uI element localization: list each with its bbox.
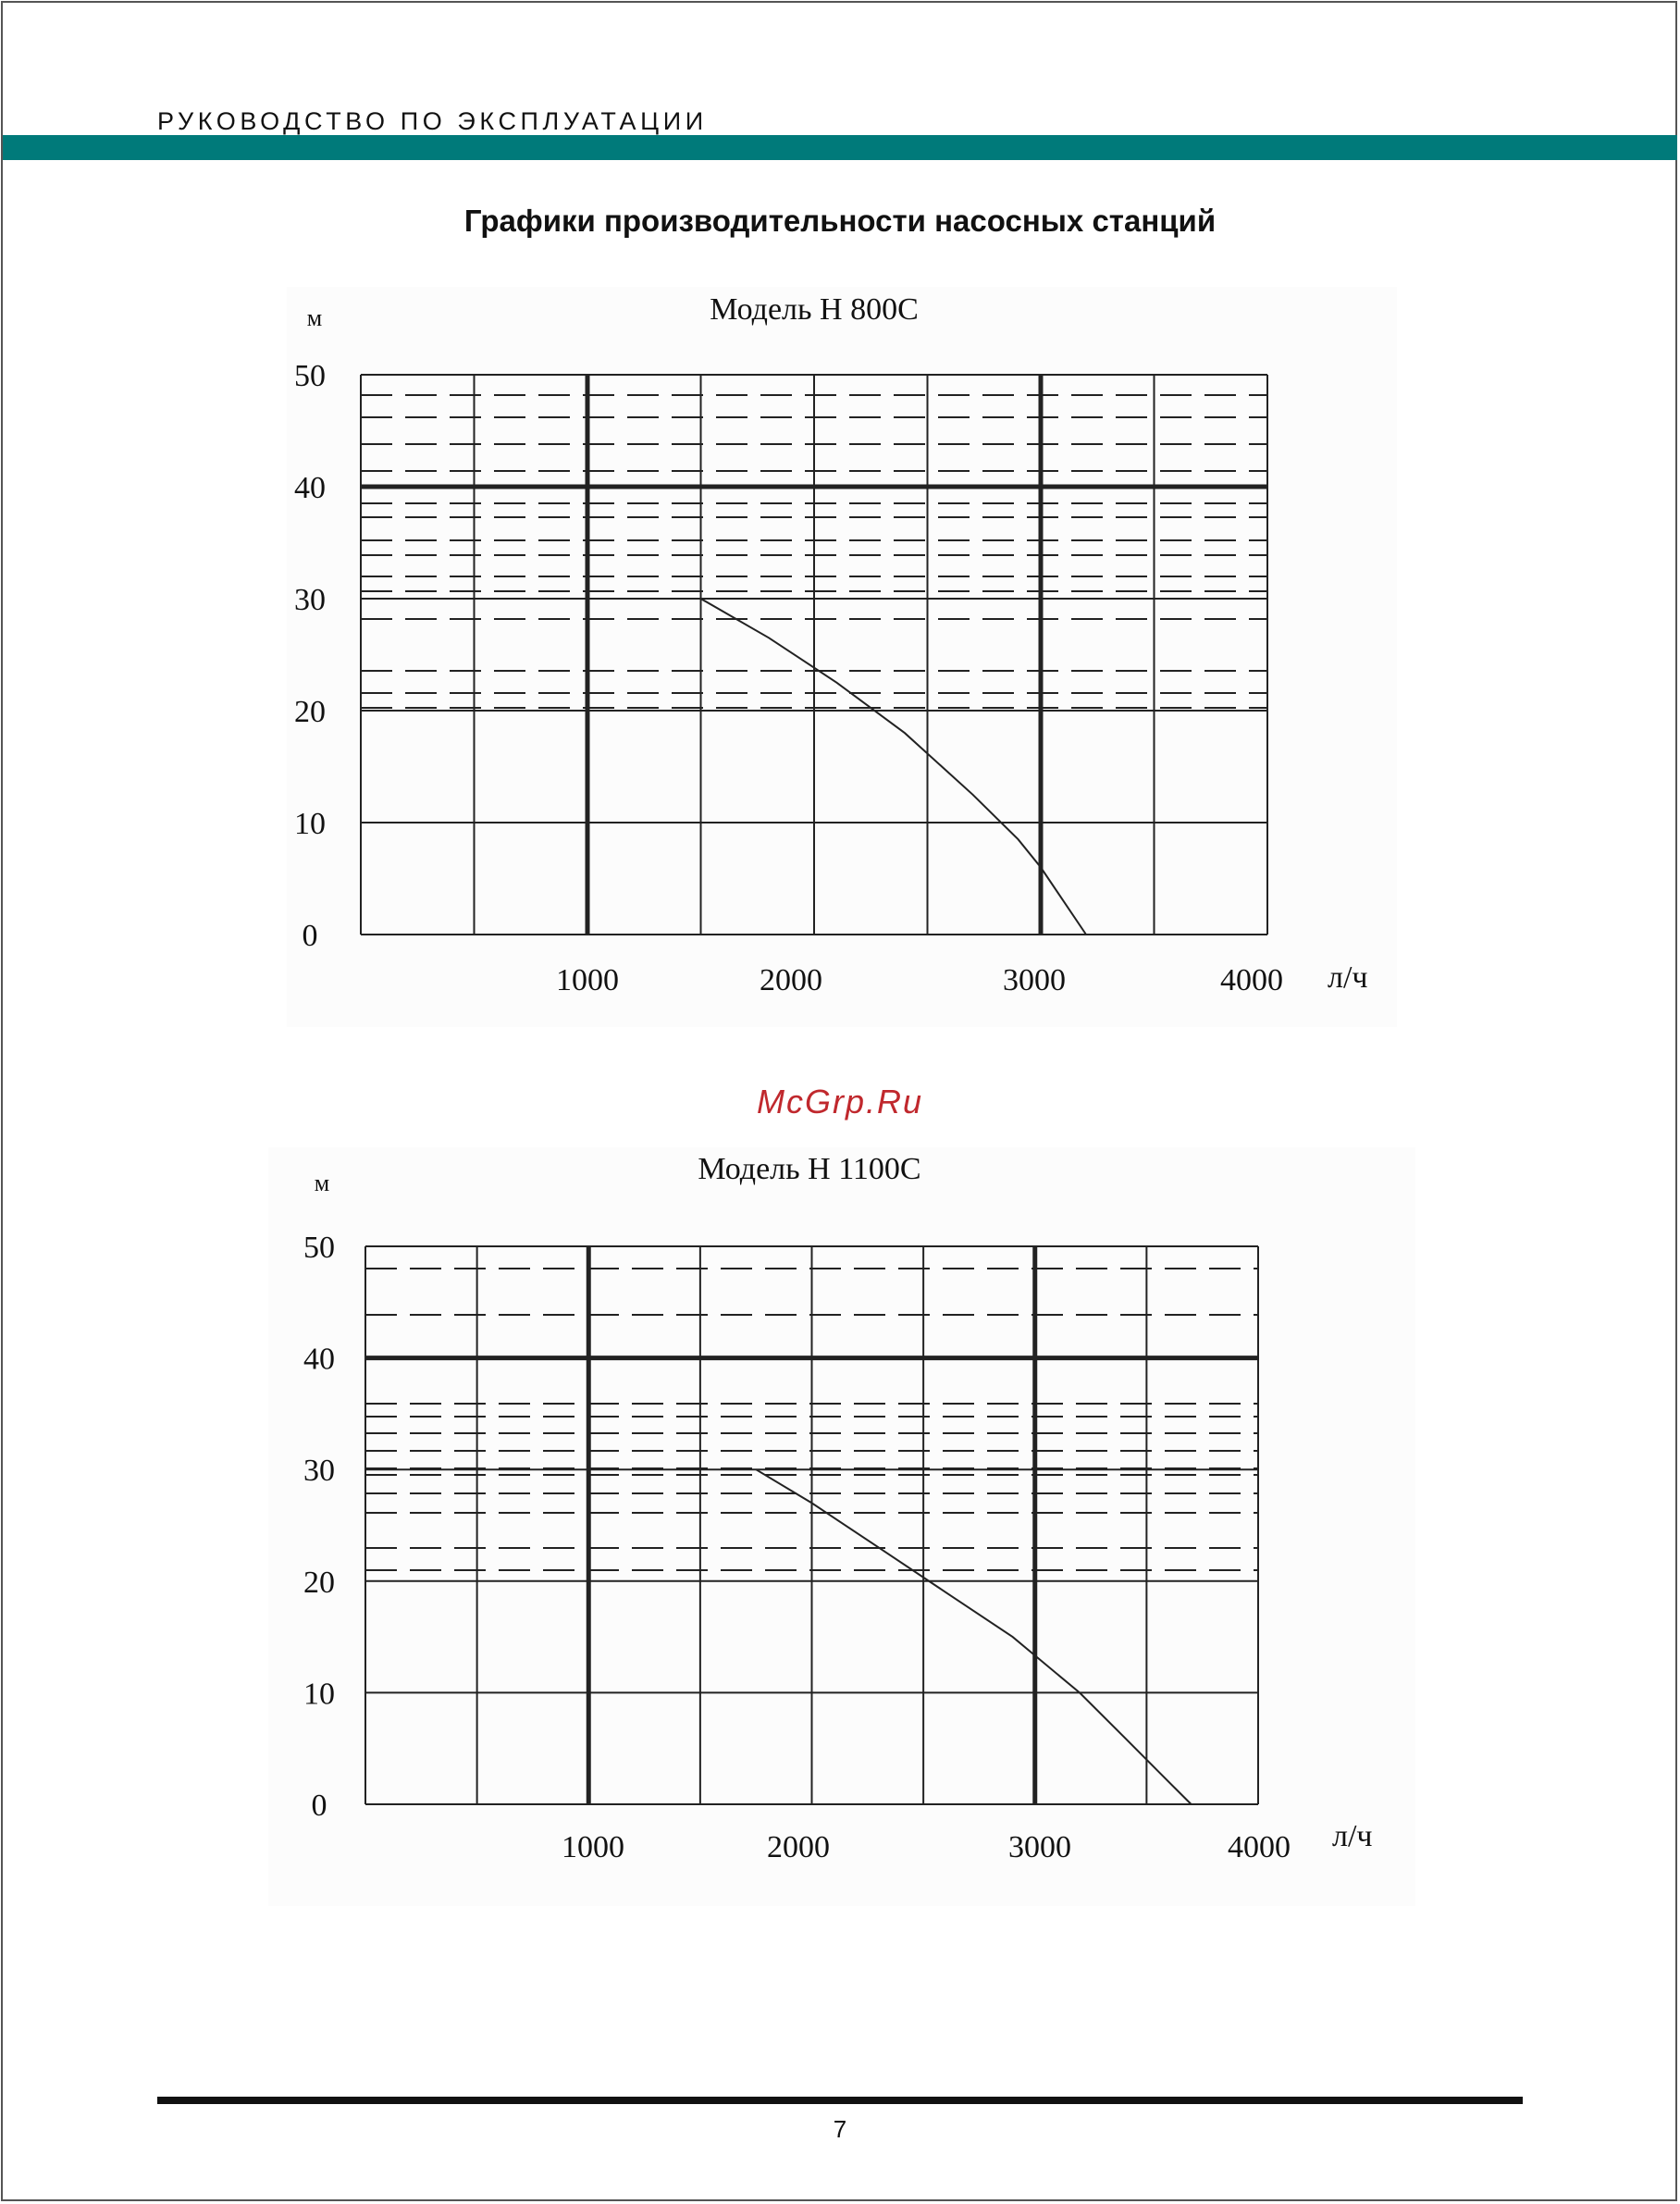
- y-tick-label: 10: [303, 1677, 335, 1712]
- chart-title: Модель Н 1100С: [698, 1152, 921, 1186]
- footer-rule: [157, 2097, 1523, 2104]
- y-tick-label: 10: [294, 807, 326, 841]
- y-tick-label: 20: [294, 695, 326, 729]
- y-axis-label: м: [314, 1170, 330, 1196]
- y-tick-label: 50: [303, 1231, 335, 1265]
- x-tick-label: 2000: [767, 1830, 830, 1864]
- y-tick-label: 40: [303, 1342, 335, 1377]
- x-tick-label: 4000: [1228, 1830, 1291, 1864]
- x-tick-label: 4000: [1220, 963, 1283, 997]
- x-tick-label: 2000: [760, 963, 822, 997]
- y-tick-label: 40: [294, 471, 326, 505]
- running-header: РУКОВОДСТВО ПО ЭКСПЛУАТАЦИИ: [157, 107, 708, 135]
- y-tick-label: 0: [302, 919, 318, 953]
- page-number: 7: [833, 2115, 847, 2143]
- chart-title: Модель Н 800С: [710, 292, 919, 327]
- chart-model-h1100c: [268, 1147, 1415, 1906]
- x-tick-label: 1000: [562, 1830, 624, 1864]
- y-tick-label: 30: [294, 583, 326, 617]
- x-tick-label: 1000: [556, 963, 619, 997]
- header-accent-bar: [3, 135, 1677, 160]
- y-axis-label: м: [306, 304, 323, 331]
- y-tick-label: 50: [294, 359, 326, 393]
- y-tick-label: 0: [311, 1789, 327, 1823]
- y-tick-label: 30: [303, 1454, 335, 1489]
- x-axis-label: л/ч: [1328, 960, 1368, 995]
- x-axis-label: л/ч: [1332, 1819, 1373, 1853]
- page-title: Графики производительности насосных станций: [463, 204, 1217, 238]
- x-tick-label: 3000: [1003, 963, 1066, 997]
- y-tick-label: 20: [303, 1565, 335, 1600]
- watermark: McGrp.Ru: [756, 1083, 924, 1121]
- x-tick-label: 3000: [1008, 1830, 1071, 1864]
- chart-model-h800c: [287, 287, 1397, 1027]
